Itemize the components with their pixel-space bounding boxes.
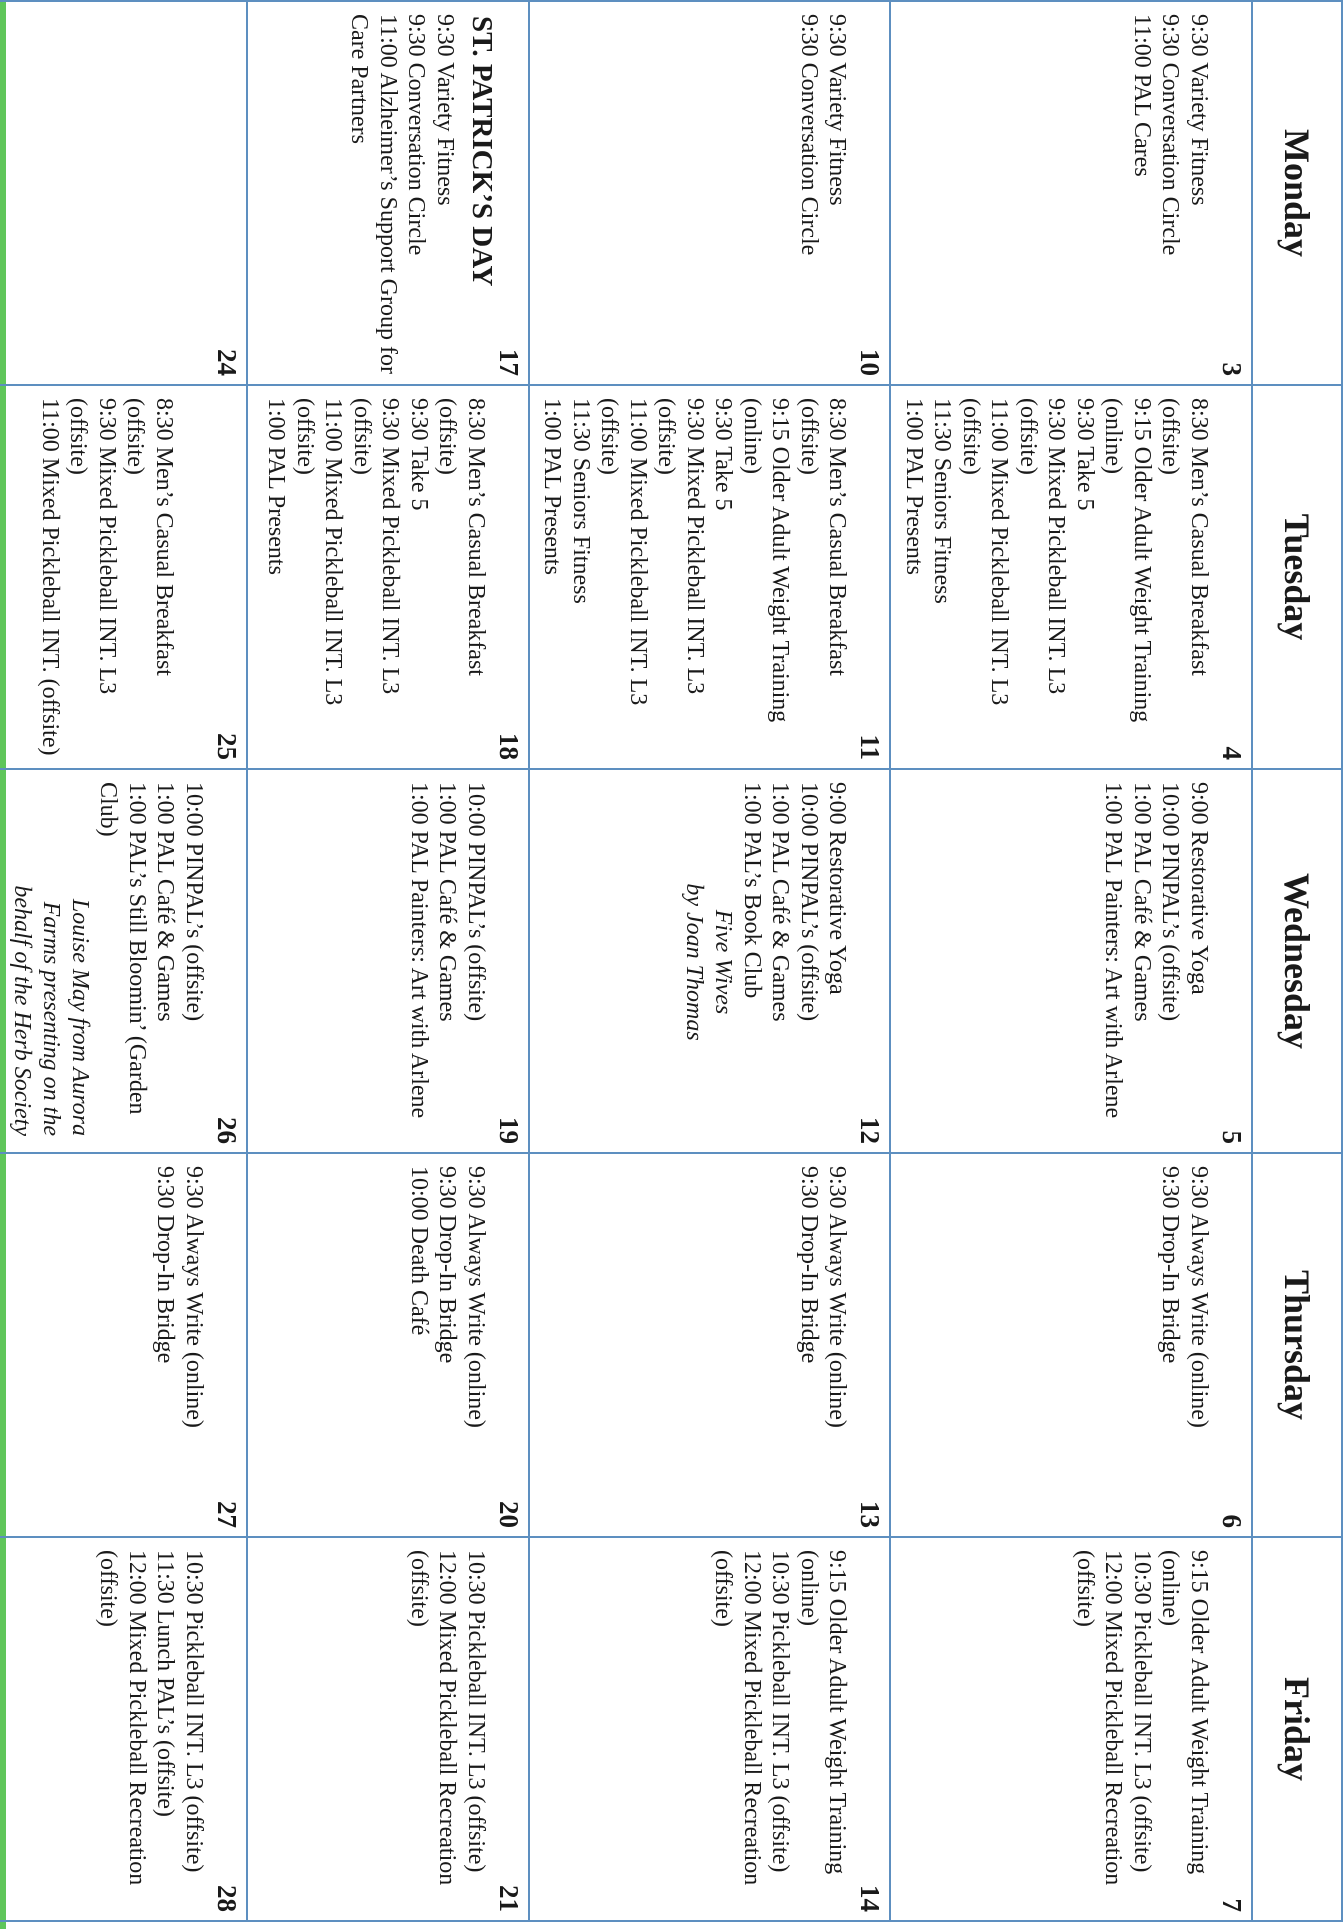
event-item: 11:00 Alzheimer’s Support Group for Care Partners <box>346 14 401 374</box>
event-item: 12:00 Mixed Pickleball Recreation (offsite) <box>1072 1550 1127 1886</box>
event-list <box>94 1550 208 1910</box>
event-item: 9:00 Restorative Yoga <box>824 782 851 995</box>
day-cell <box>0 1537 247 1921</box>
event-item: 9:30 Always Write (online) <box>824 1166 851 1428</box>
event-list <box>36 398 179 758</box>
day-number: 6 <box>1217 1514 1247 1528</box>
day-number: 12 <box>855 1117 886 1144</box>
day-cell <box>0 1 247 385</box>
event-item: 1:00 PAL’s Still Bloomin’ (Garden Club) <box>95 782 150 1115</box>
presenter-note: Farms presenting on the <box>38 901 64 1136</box>
event-item: 9:30 Variety Fitness <box>1186 14 1212 206</box>
event-item: 9:30 Variety Fitness <box>432 14 458 206</box>
event-item: 10:30 Pickleball INT. L3 (offsite) <box>181 1550 207 1873</box>
event-item: 1:00 PAL Painters: Art with Arlene <box>1100 782 1127 1119</box>
event-item: 10:00 PINPAL’s (offsite) <box>463 782 489 1022</box>
event-list <box>405 782 491 1142</box>
header-friday: Friday <box>1252 1537 1342 1921</box>
event-item: 12:00 Mixed Pickleball Recreation (offsite) <box>406 1550 461 1886</box>
header-row <box>1252 1 1342 1921</box>
event-item: 9:30 Mixed Pickleball INT. L3 (offsite) <box>349 398 404 695</box>
zing-banner <box>0 398 2 758</box>
day-number: 4 <box>1217 746 1247 760</box>
event-item: 9:15 Older Adult Weight Training (online) <box>739 398 794 723</box>
day-cell <box>247 769 529 1153</box>
event-item: 9:15 Older Adult Weight Training (online) <box>1100 398 1155 723</box>
book-author: by Joan Thomas <box>681 883 708 1041</box>
event-item: 10:00 PINPAL’s (offsite) <box>181 782 207 1022</box>
event-item: 9:30 Take 5 <box>1072 398 1098 511</box>
day-number: 24 <box>212 349 242 376</box>
day-number: 26 <box>212 1117 242 1144</box>
day-number: 13 <box>855 1501 886 1528</box>
event-item: 10:30 Pickleball INT. L3 (offsite) <box>463 1550 489 1873</box>
event-item: 9:00 Restorative Yoga <box>1186 782 1212 995</box>
event-item: 1:00 PAL’s Book Club <box>739 782 765 999</box>
day-cell <box>529 1537 891 1921</box>
week-row <box>891 1 1253 1921</box>
day-number: 3 <box>1217 362 1247 376</box>
event-item: 11:30 Seniors Fitness <box>568 398 594 604</box>
day-number: 18 <box>494 733 524 760</box>
event-item: 11:00 Mixed Pickleball INT. L3 (offsite) <box>292 398 347 706</box>
week-row <box>0 1 247 1921</box>
event-list <box>538 398 852 758</box>
event-item: 8:30 Men’s Casual Breakfast (offsite) <box>434 398 489 676</box>
event-list <box>795 1166 852 1526</box>
event-list <box>795 14 852 374</box>
day-cell <box>247 1 529 385</box>
day-number: 14 <box>855 1885 886 1912</box>
event-list <box>709 1550 852 1910</box>
day-cell <box>891 385 1253 769</box>
event-item: 8:30 Men’s Casual Breakfast (offsite) <box>1157 398 1212 676</box>
day-cell <box>0 1153 247 1537</box>
event-item: 9:30 Variety Fitness <box>824 14 851 206</box>
event-item: 9:30 Mixed Pickleball INT. L3 (offsite) <box>65 398 120 695</box>
day-cell <box>0 769 247 1153</box>
day-cell <box>891 769 1253 1153</box>
event-item: 1:00 PAL Café & Games <box>1129 782 1155 1022</box>
event-item: 9:30 Always Write (online) <box>1186 1166 1212 1428</box>
event-item: 9:30 Mixed Pickleball INT. L3 (offsite) <box>653 398 708 695</box>
event-list <box>262 398 490 758</box>
event-item: 11:00 Mixed Pickleball INT. (offsite) <box>37 398 63 756</box>
event-item: 11:00 PAL Cares <box>1129 14 1155 177</box>
event-list <box>1156 1166 1213 1526</box>
day-cell <box>0 385 247 769</box>
day-number: 7 <box>1217 1898 1247 1912</box>
day-cell <box>247 1153 529 1537</box>
event-item: 1:00 PAL Café & Games <box>434 782 461 1022</box>
presenter-note: behalf of the Herb Society <box>9 885 35 1136</box>
event-item: 11:00 Mixed Pickleball INT. L3 (offsite) <box>596 398 651 706</box>
event-list <box>405 1166 491 1526</box>
day-number: 10 <box>855 349 886 376</box>
day-cell <box>529 1 891 385</box>
event-item: 9:30 Drop-In Bridge <box>434 1166 461 1364</box>
event-item: 9:30 Drop-In Bridge <box>796 1166 822 1364</box>
event-list <box>1128 14 1214 374</box>
day-number: 11 <box>855 734 886 760</box>
event-item: 11:30 Lunch PAL’s (offsite) <box>152 1550 179 1817</box>
event-item: 10:00 PINPAL’s (offsite) <box>1157 782 1184 1022</box>
event-item: 9:30 Conversation Circle <box>796 14 822 256</box>
day-number: 28 <box>212 1885 242 1912</box>
event-item: 1:00 PAL Café & Games <box>767 782 794 1022</box>
day-cell <box>247 385 529 769</box>
day-cell <box>891 1537 1253 1921</box>
week-row <box>529 1 891 1921</box>
event-item: 9:30 Mixed Pickleball INT. L3 (offsite) <box>1015 398 1070 695</box>
presenter-note: Louise May from Aurora <box>67 898 93 1136</box>
event-item: 9:30 Conversation Circle <box>1157 14 1184 256</box>
event-list <box>1071 1550 1214 1910</box>
event-item: 8:30 Men’s Casual Breakfast (offsite) <box>122 398 177 676</box>
event-list <box>900 398 1214 758</box>
day-number: 27 <box>212 1501 242 1528</box>
event-item: 12:00 Mixed Pickleball Recreation (offsite) <box>95 1550 150 1886</box>
day-number: 19 <box>494 1117 524 1144</box>
day-number: 17 <box>494 349 524 376</box>
event-item: 1:00 PAL Presents <box>539 398 566 575</box>
header-thursday: Thursday <box>1252 1153 1342 1537</box>
day-cell <box>247 1537 529 1921</box>
event-item: 10:00 Death Café <box>406 1166 432 1336</box>
event-item: 9:15 Older Adult Weight Training (online) <box>796 1550 851 1875</box>
event-item: 9:30 Drop-In Bridge <box>152 1166 179 1364</box>
event-item: 1:00 PAL Presents <box>263 398 290 575</box>
day-cell <box>891 1153 1253 1537</box>
event-item: 1:00 PAL Painters: Art with Arlene <box>406 782 432 1119</box>
event-item: 9:30 Always Write (online) <box>181 1166 207 1428</box>
day-number: 25 <box>212 733 242 760</box>
event-list <box>738 782 852 1142</box>
event-item: 11:30 Seniors Fitness <box>929 398 956 604</box>
event-item: 9:30 Always Write (online) <box>463 1166 489 1428</box>
day-cell <box>529 385 891 769</box>
event-item: 11:00 Mixed Pickleball INT. L3 (offsite) <box>958 398 1013 706</box>
event-list <box>151 1166 208 1526</box>
event-item: 1:00 PAL Café & Games <box>152 782 179 1022</box>
header-tuesday: Tuesday <box>1252 385 1342 769</box>
event-item: 12:00 Mixed Pickleball Recreation (offsite) <box>710 1550 765 1886</box>
header-wednesday: Wednesday <box>1252 769 1342 1153</box>
event-list <box>94 782 208 1142</box>
event-item: 10:30 Pickleball INT. L3 (offsite) <box>767 1550 794 1873</box>
event-list <box>1099 782 1213 1142</box>
event-item: 10:30 Pickleball INT. L3 (offsite) <box>1129 1550 1155 1873</box>
event-item: 9:30 Conversation Circle <box>403 14 430 256</box>
day-number: 21 <box>494 1885 524 1912</box>
event-item: 9:30 Drop-In Bridge <box>1157 1166 1184 1364</box>
day-number: 5 <box>1217 1130 1247 1144</box>
book-title: Five Wives <box>710 909 737 1015</box>
event-item: 10:00 PINPAL’s (offsite) <box>796 782 822 1022</box>
event-item: 8:30 Men’s Casual Breakfast (offsite) <box>796 398 851 676</box>
day-cell <box>529 1153 891 1537</box>
holiday-label: ST. PATRICK’S DAY <box>466 16 498 287</box>
event-list <box>345 14 459 374</box>
event-list <box>405 1550 491 1910</box>
event-item: 9:30 Take 5 <box>710 398 737 511</box>
week-row <box>247 1 529 1921</box>
event-item: 9:30 Take 5 <box>406 398 432 511</box>
header-monday: Monday <box>1252 1 1342 385</box>
event-item: 9:15 Older Adult Weight Training (online) <box>1157 1550 1212 1875</box>
day-cell <box>891 1 1253 385</box>
event-item: 1:00 PAL Presents <box>901 398 927 575</box>
day-number: 20 <box>494 1501 524 1528</box>
day-cell <box>529 769 891 1153</box>
